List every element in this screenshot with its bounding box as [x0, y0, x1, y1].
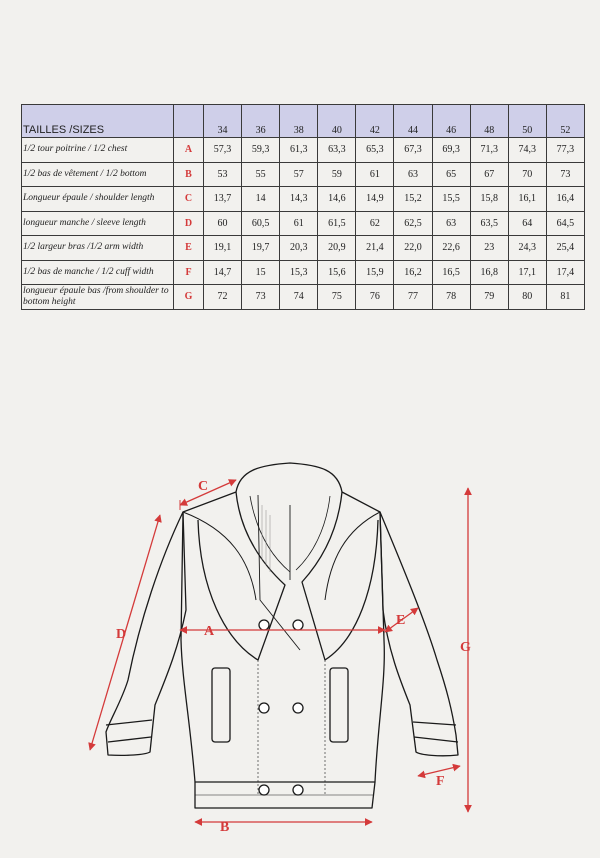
measurement-value: 72 [204, 285, 242, 310]
measurement-value: 78 [432, 285, 470, 310]
jacket-buttons [259, 620, 303, 795]
measurement-value: 61 [280, 211, 318, 236]
measurement-value: 15,6 [318, 260, 356, 285]
measurement-value: 75 [318, 285, 356, 310]
measurement-value: 16,2 [394, 260, 432, 285]
measurement-value: 16,8 [470, 260, 508, 285]
measurement-value: 63,5 [470, 211, 508, 236]
measurement-value: 19,1 [204, 236, 242, 261]
measurement-lines [90, 480, 468, 822]
measurement-value: 70 [508, 162, 546, 187]
measurement-value: 14 [242, 187, 280, 212]
measurement-row [22, 211, 585, 236]
size-header-label: TAILLES /SIZES [22, 105, 174, 138]
measurement-value: 14,7 [204, 260, 242, 285]
size-table [21, 104, 585, 310]
measurement-value: 65,3 [356, 138, 394, 163]
measurement-label: 1/2 tour poitrine / 1/2 chest [22, 138, 174, 163]
label-b: B [220, 820, 230, 835]
measurement-value: 53 [204, 162, 242, 187]
measurement-value: 60 [204, 211, 242, 236]
size-header-cell: 36 [242, 105, 280, 138]
measurement-value: 61 [356, 162, 394, 187]
measurement-value: 63,3 [318, 138, 356, 163]
measurement-value: 15,5 [432, 187, 470, 212]
measurement-value: 15,2 [394, 187, 432, 212]
measurement-value: 74 [280, 285, 318, 310]
measurement-value: 73 [546, 162, 584, 187]
measurement-row [22, 285, 585, 310]
measurement-value: 65 [432, 162, 470, 187]
letter-header [174, 105, 204, 138]
measurement-value: 14,3 [280, 187, 318, 212]
label-a: A [204, 624, 215, 639]
measurement-value: 64 [508, 211, 546, 236]
measurement-value: 71,3 [470, 138, 508, 163]
measurement-letter: D [174, 211, 204, 236]
measurement-value: 62 [356, 211, 394, 236]
label-c: C [198, 479, 209, 494]
measurement-value: 59,3 [242, 138, 280, 163]
size-header-cell: 50 [508, 105, 546, 138]
measurement-value: 61,3 [280, 138, 318, 163]
measurement-value: 80 [508, 285, 546, 310]
size-header-cell: 46 [432, 105, 470, 138]
measurement-value: 15,9 [356, 260, 394, 285]
measurement-value: 60,5 [242, 211, 280, 236]
measurement-value: 76 [356, 285, 394, 310]
measurement-row [22, 162, 585, 187]
size-header-cell: 52 [546, 105, 584, 138]
label-e: E [396, 613, 406, 628]
measurement-value: 17,1 [508, 260, 546, 285]
measurement-value: 20,9 [318, 236, 356, 261]
measurement-letter: B [174, 162, 204, 187]
measurement-value: 25,4 [546, 236, 584, 261]
measurement-value: 16,1 [508, 187, 546, 212]
measurement-value: 57 [280, 162, 318, 187]
measurement-value: 63 [394, 162, 432, 187]
measurement-label: Longueur épaule / shoulder length [22, 187, 174, 212]
measurement-value: 62,5 [394, 211, 432, 236]
measurement-letter: G [174, 285, 204, 310]
measurement-row [22, 138, 585, 163]
measurement-letter: A [174, 138, 204, 163]
measurement-value: 67,3 [394, 138, 432, 163]
measurement-value: 69,3 [432, 138, 470, 163]
measurement-label: 1/2 largeur bras /1/2 arm width [22, 236, 174, 261]
measurement-value: 15,3 [280, 260, 318, 285]
measurement-letter: C [174, 187, 204, 212]
size-header-cell: 48 [470, 105, 508, 138]
measurement-value: 21,4 [356, 236, 394, 261]
jacket-diagram [0, 440, 600, 858]
measurement-value: 59 [318, 162, 356, 187]
label-g: G [460, 640, 471, 655]
measurement-value: 23 [470, 236, 508, 261]
measurement-value: 16,5 [432, 260, 470, 285]
measurement-value: 77,3 [546, 138, 584, 163]
measurement-value: 61,5 [318, 211, 356, 236]
measurement-value: 14,6 [318, 187, 356, 212]
measurement-value: 77 [394, 285, 432, 310]
measurement-row [22, 187, 585, 212]
size-header-cell: 42 [356, 105, 394, 138]
measurement-value: 20,3 [280, 236, 318, 261]
measurement-value: 64,5 [546, 211, 584, 236]
measurement-value: 57,3 [204, 138, 242, 163]
measurement-value: 74,3 [508, 138, 546, 163]
measurement-value: 16,4 [546, 187, 584, 212]
measurement-value: 24,3 [508, 236, 546, 261]
measurement-row [22, 260, 585, 285]
measurement-value: 19,7 [242, 236, 280, 261]
measurement-value: 17,4 [546, 260, 584, 285]
measurement-label: longueur épaule bas /from shoulder to bottom height [22, 285, 174, 310]
size-header-row [22, 105, 585, 138]
measurement-label: longueur manche / sleeve length [22, 211, 174, 236]
measurement-value: 67 [470, 162, 508, 187]
size-header-cell: 40 [318, 105, 356, 138]
measurement-value: 63 [432, 211, 470, 236]
measurement-label: 1/2 bas de vêtement / 1/2 bottom [22, 162, 174, 187]
measurement-value: 13,7 [204, 187, 242, 212]
measurement-value: 22,6 [432, 236, 470, 261]
size-header-cell: 38 [280, 105, 318, 138]
label-f: F [436, 774, 445, 789]
jacket-outline [106, 463, 458, 808]
measurement-value: 15,8 [470, 187, 508, 212]
measurement-value: 15 [242, 260, 280, 285]
label-d: D [116, 627, 127, 642]
measurement-value: 79 [470, 285, 508, 310]
size-header-cell: 44 [394, 105, 432, 138]
measurement-value: 81 [546, 285, 584, 310]
measurement-value: 22,0 [394, 236, 432, 261]
measurement-label: 1/2 bas de manche / 1/2 cuff width [22, 260, 174, 285]
size-header-cell: 34 [204, 105, 242, 138]
measurement-letter: F [174, 260, 204, 285]
measurement-value: 55 [242, 162, 280, 187]
measurement-letter: E [174, 236, 204, 261]
measurement-value: 73 [242, 285, 280, 310]
measurement-value: 14,9 [356, 187, 394, 212]
measurement-row [22, 236, 585, 261]
